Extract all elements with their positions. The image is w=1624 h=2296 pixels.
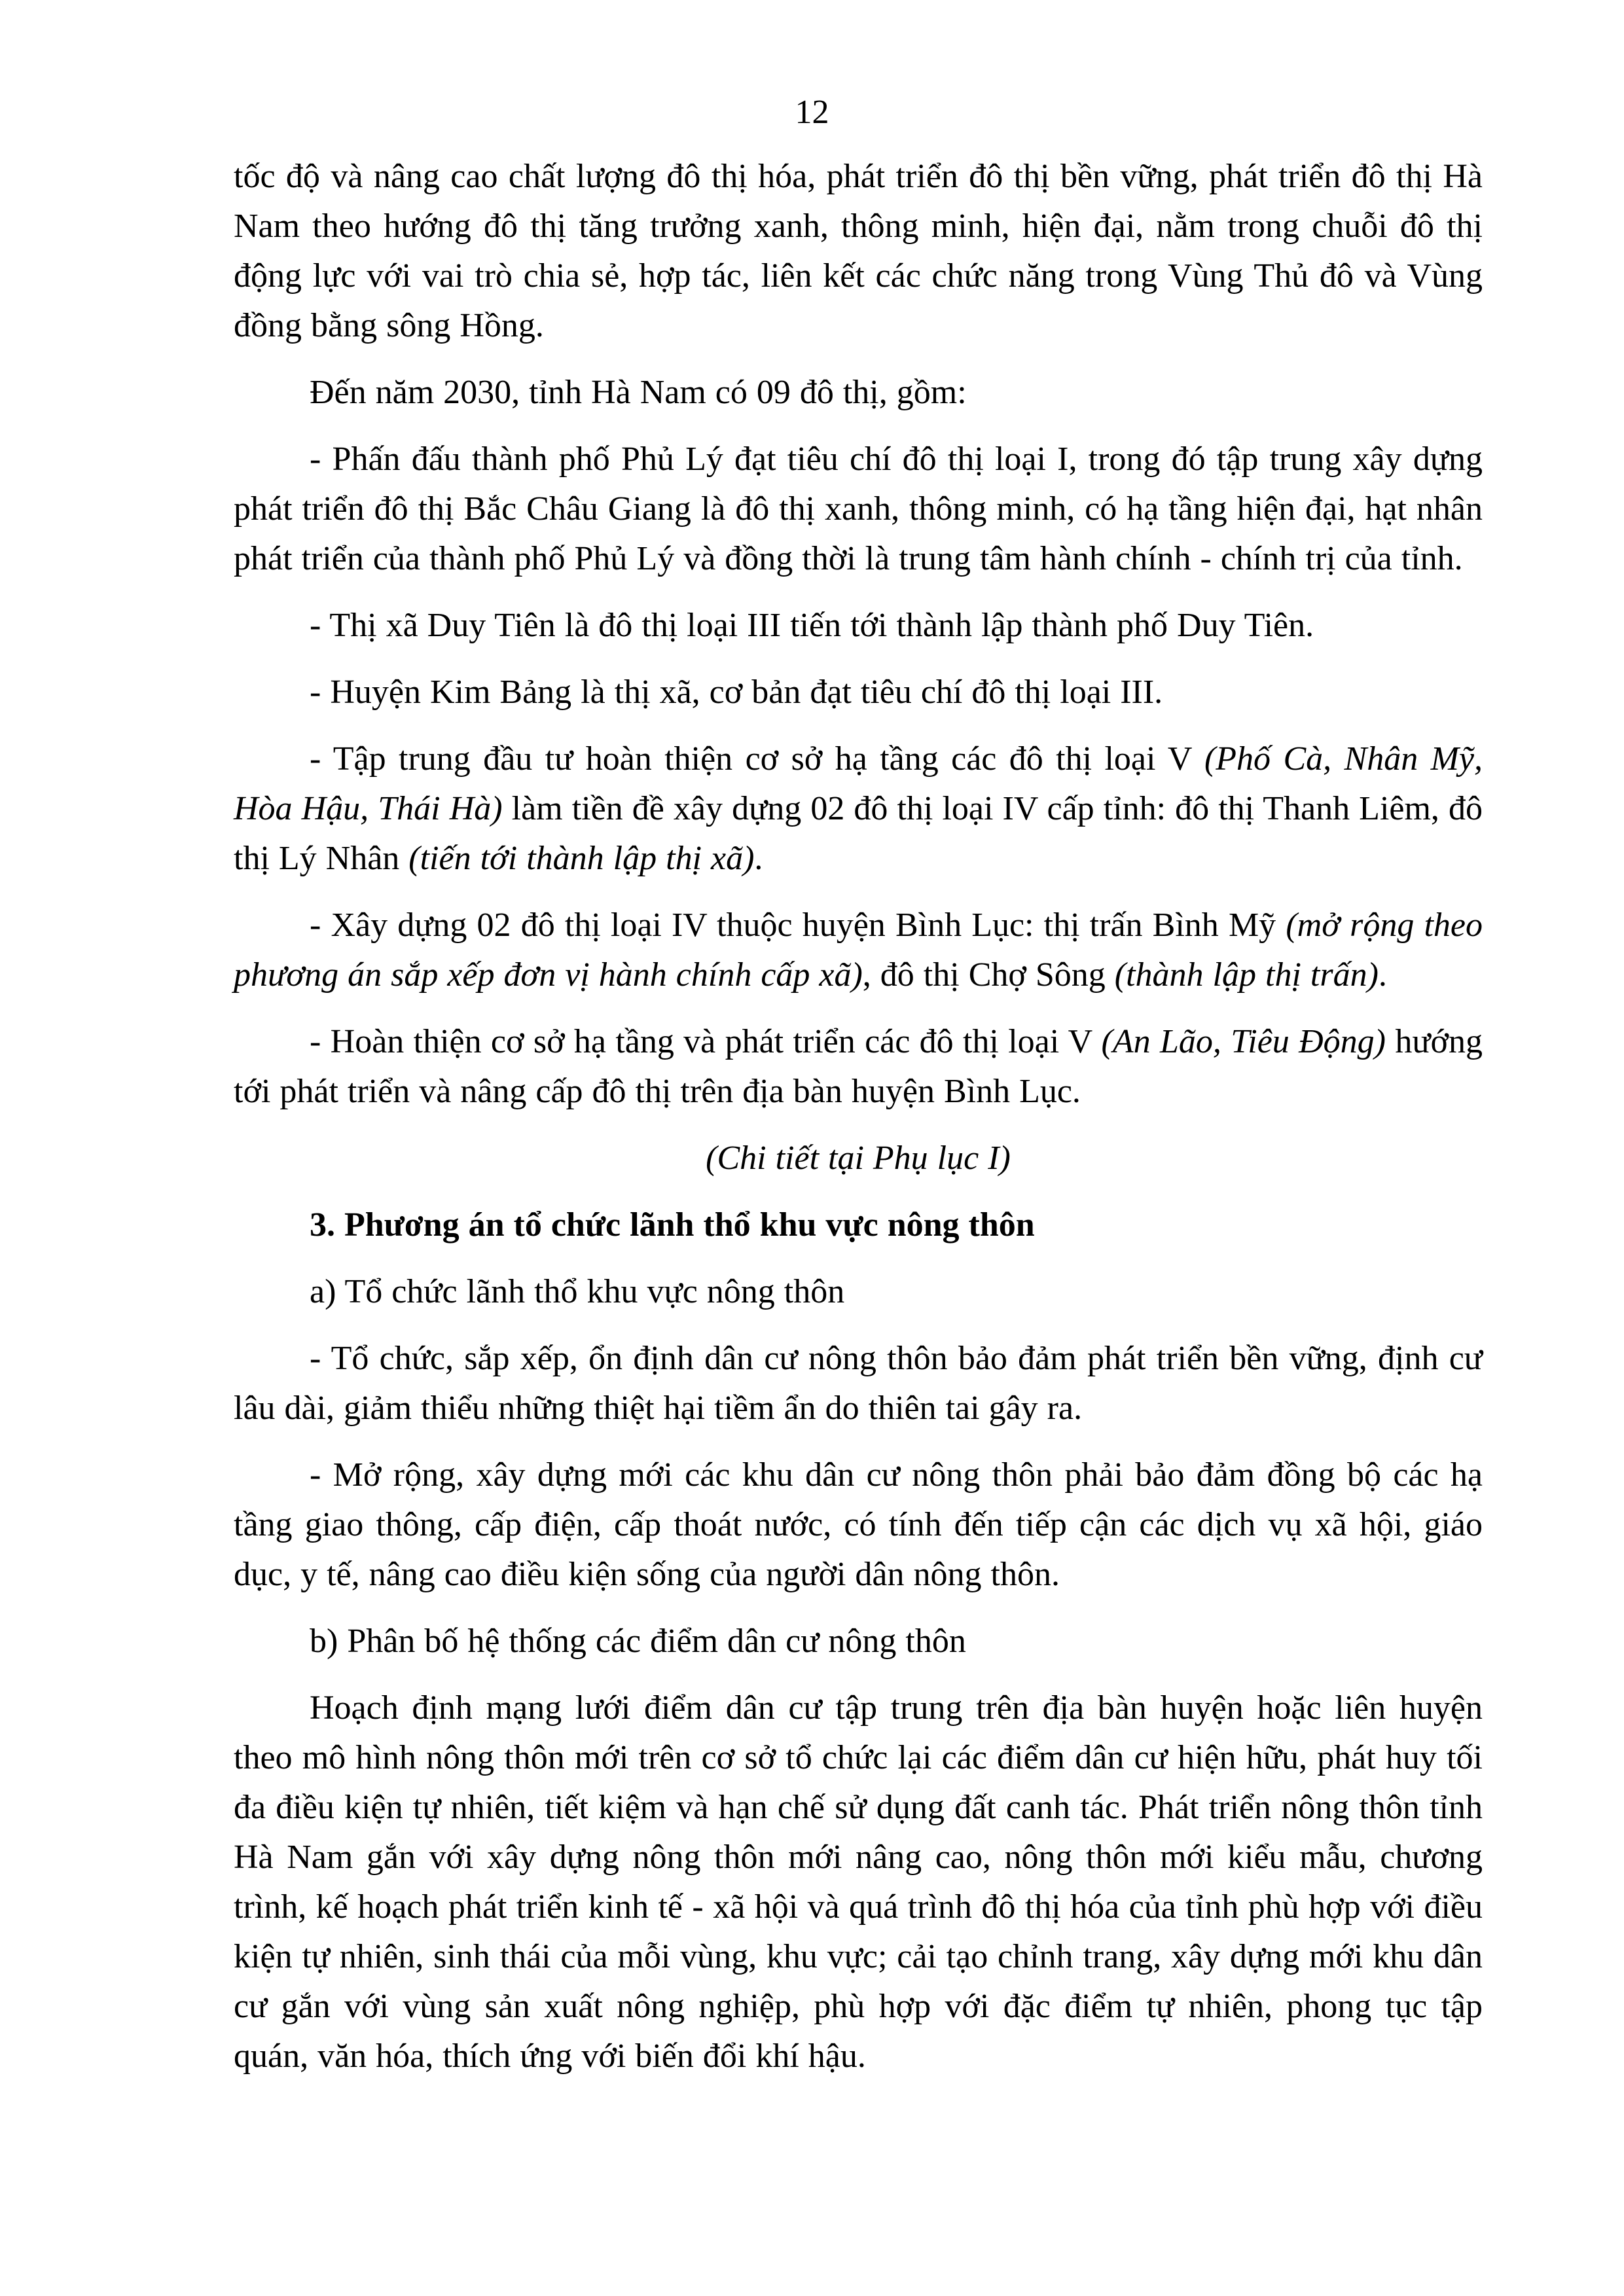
paragraph-binh-luc-type-iv: [234, 901, 1483, 1000]
paragraph-rural-network: [234, 1683, 1483, 2081]
text-run: .: [1378, 956, 1387, 994]
text-run: - Tổ chức, sắp xếp, ổn định dân cư nông thôn bảo đảm phát triển bền vững, định cư lâu dài, giảm thiểu những thiệt hại tiềm ẩn do thiên tai gây ra.: [234, 1340, 1483, 1427]
paragraph-phu-ly: [234, 435, 1483, 584]
paragraph-2030-intro: [234, 368, 1483, 418]
italic-text-run: (Chi tiết tại Phụ lục I): [706, 1139, 1011, 1177]
text-run: Đến năm 2030, tỉnh Hà Nam có 09 đô thị, gồm:: [310, 374, 967, 411]
italic-text-run: (mở rộng theo phương án sắp xếp đơn vị hành chính cấp xã): [234, 906, 1483, 994]
subsection-b-heading: [234, 1617, 1483, 1666]
text-run: làm tiền đề xây dựng 02 đô thị loại IV cấp tỉnh: đô thị Thanh Liêm, đô thị Lý Nhân: [234, 790, 1483, 877]
italic-text-run: (An Lão, Tiêu Động): [1101, 1023, 1386, 1060]
document-body: [234, 152, 1483, 2098]
text-run: - Hoàn thiện cơ sở hạ tầng và phát triển các đô thị loại V: [310, 1023, 1102, 1060]
section-heading-3: [234, 1200, 1483, 1250]
page-number: 12: [795, 94, 829, 131]
text-run: hướng tới phát triển và nâng cấp đô thị trên địa bàn huyện Bình Lục.: [234, 1023, 1483, 1110]
subsection-a-heading: [234, 1267, 1483, 1317]
italic-text-run: (tiến tới thành lập thị xã): [408, 840, 755, 877]
text-run: - Phấn đấu thành phố Phủ Lý đạt tiêu chí đô thị loại I, trong đó tập trung xây dựng phát triển đô thị Bắc Châu Giang là đô thị xanh, thông minh, có hạ tầng hiện đại, hạt nhân phát triển của thành phố Phủ Lý và đồng thời là trung tâm hành chính - chính trị của tỉnh.: [234, 440, 1483, 577]
text-run: , đô thị Chợ Sông: [862, 956, 1115, 994]
text-run: 3. Phương án tổ chức lãnh thổ khu vực nông thôn: [310, 1206, 1035, 1244]
text-run: a) Tổ chức lãnh thổ khu vực nông thôn: [310, 1273, 845, 1310]
paragraph-urban-type-v: [234, 734, 1483, 884]
text-run: Hoạch định mạng lưới điểm dân cư tập trung trên địa bàn huyện hoặc liên huyện theo mô hình nông thôn mới trên cơ sở tổ chức lại các điểm dân cư hiện hữu, phát huy tối đa điều kiện tự nhiên, tiết kiệm và hạn chế sử dụng đất canh tác. Phát triển nông thôn tỉnh Hà Nam gắn với xây dựng nông thôn mới nâng cao, nông thôn mới kiểu mẫu, chương trình, kế hoạch phát triển kinh tế - xã hội và quá trình đô thị hóa của tỉnh phù hợp với điều kiện tự nhiên, sinh thái của mỗi vùng, khu vực; cải tạo chỉnh trang, xây dựng mới khu dân cư gắn với vùng sản xuất nông nghiệp, phù hợp với đặc điểm tự nhiên, phong tục tập quán, văn hóa, thích ứng với biến đổi khí hậu.: [234, 1689, 1483, 2075]
paragraph-rural-organize: [234, 1334, 1483, 1433]
paragraph-kim-bang: [234, 668, 1483, 717]
text-run: b) Phân bố hệ thống các điểm dân cư nông thôn: [310, 1623, 966, 1660]
italic-text-run: (Phố Cà, Nhân Mỹ, Hòa Hậu, Thái Hà): [234, 740, 1483, 827]
text-run: - Huyện Kim Bảng là thị xã, cơ bản đạt tiêu chí đô thị loại III.: [310, 673, 1163, 711]
text-run: tốc độ và nâng cao chất lượng đô thị hóa, phát triển đô thị bền vững, phát triển đô thị Hà Nam theo hướng đô thị tăng trưởng xanh, thông minh, hiện đại, nằm trong chuỗi đô thị động lực với vai trò chia sẻ, hợp tác, liên kết các chức năng trong Vùng Thủ đô và Vùng đồng bằng sông Hồng.: [234, 158, 1483, 344]
paragraph-hoan-thien: [234, 1017, 1483, 1117]
text-run: - Mở rộng, xây dựng mới các khu dân cư nông thôn phải bảo đảm đồng bộ các hạ tầng giao thông, cấp điện, cấp thoát nước, có tính đến tiếp cận các dịch vụ xã hội, giáo dục, y tế, nâng cao điều kiện sống của người dân nông thôn.: [234, 1456, 1483, 1593]
paragraph-duy-tien: [234, 601, 1483, 651]
text-run: - Thị xã Duy Tiên là đô thị loại III tiến tới thành lập thành phố Duy Tiên.: [310, 607, 1314, 644]
paragraph-urban-quality: [234, 152, 1483, 351]
text-run: .: [754, 840, 763, 877]
text-run: - Tập trung đầu tư hoàn thiện cơ sở hạ tầng các đô thị loại V: [310, 740, 1204, 778]
paragraph-rural-expand: [234, 1450, 1483, 1600]
annex-reference-note: [234, 1134, 1483, 1183]
text-run: - Xây dựng 02 đô thị loại IV thuộc huyện Bình Lục: thị trấn Bình Mỹ: [310, 906, 1286, 944]
italic-text-run: (thành lập thị trấn): [1114, 956, 1379, 994]
